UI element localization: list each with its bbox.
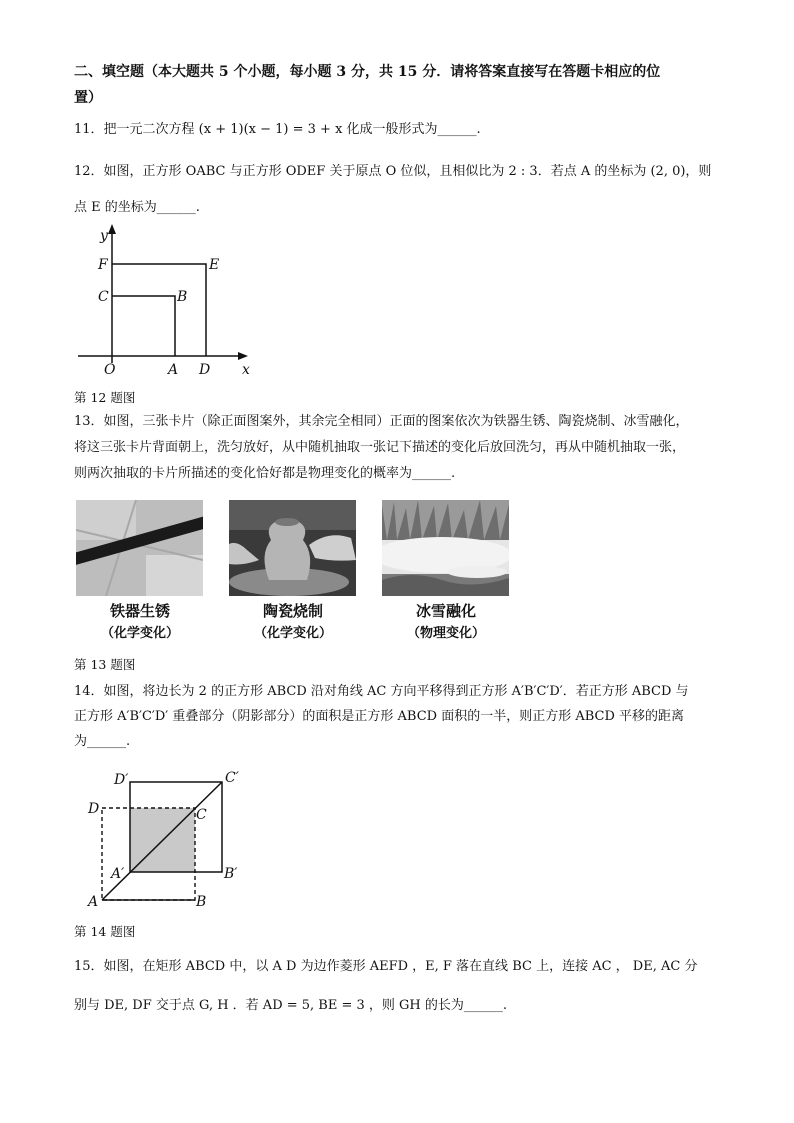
- card-name-rust: 铁器生锈: [109, 602, 170, 620]
- label-D-prime: D′: [114, 772, 129, 788]
- label-B: B: [196, 894, 207, 910]
- label-x: x: [242, 362, 250, 378]
- section-title-line1: 二、填空题（本大题共 5 个小题，每小题 3 分，共 15 分．请将答案直接写在答题卡相应的位: [74, 64, 661, 80]
- caption-12: 第 12 题图: [74, 390, 136, 405]
- label-D: D: [199, 362, 211, 378]
- card-type-pottery: （化学变化）: [253, 626, 332, 641]
- card-type-rust: （化学变化）: [100, 626, 179, 641]
- label-C-prime: C′: [225, 770, 239, 786]
- question-11: 11．把一元二次方程 (x + 1)(x − 1) = 3 + x 化成一般形式为______.: [74, 122, 481, 137]
- question-14-line3: 为______.: [74, 734, 131, 749]
- card-type-snow: （物理变化）: [406, 626, 485, 641]
- question-13-line3: 则两次抽取的卡片所描述的变化恰好都是物理变化的概率为______.: [74, 466, 456, 481]
- card-image-snow: [382, 500, 509, 596]
- caption-14: 第 14 题图: [74, 924, 136, 939]
- label-B: B: [177, 289, 188, 305]
- label-B-prime: B′: [224, 866, 238, 882]
- question-13-line2: 将这三张卡片背面朝上，洗匀放好，从中随机抽取一张记下描述的变化后放回洗匀，再从中随机抽取一张，: [74, 440, 686, 455]
- card-image-pottery: [229, 500, 356, 596]
- pottery-image-icon: [229, 500, 356, 596]
- figure-12: [74, 222, 264, 382]
- question-14-line2: 正方形 A′B′C′D′ 重叠部分（阴影部分）的面积是正方形 ABCD 面积的一半，则正方形 ABCD 平移的距离: [74, 709, 685, 724]
- caption-13: 第 13 题图: [74, 657, 136, 672]
- question-15-line1: 15．如图，在矩形 ABCD 中，以 A D 为边作菱形 AEFD ，E, F 落在直线 BC 上，连接 AC ， DE, AC 分: [74, 959, 698, 974]
- question-13-line1: 13．如图，三张卡片（除正面图案外，其余完全相同）正面的图案依次为铁器生锈、陶瓷烧制、冰雪融化，: [74, 414, 689, 429]
- label-E: E: [209, 257, 220, 273]
- label-O: O: [104, 362, 116, 378]
- card-image-rust: [76, 500, 203, 596]
- figure-14: [74, 760, 264, 915]
- label-C: C: [98, 289, 109, 305]
- question-15-line2: 别与 DE, DF 交于点 G, H ．若 AD = 5, BE = 3 ，则 GH 的长为______.: [74, 998, 508, 1013]
- label-A: A: [88, 894, 99, 910]
- question-14-line1: 14．如图，将边长为 2 的正方形 ABCD 沿对角线 AC 方向平移得到正方形 A′B′C′D′．若正方形 ABCD 与: [74, 684, 689, 699]
- label-D: D: [88, 801, 100, 817]
- label-C: C: [196, 807, 207, 823]
- card-name-snow: 冰雪融化: [415, 602, 476, 620]
- label-A-prime: A′: [111, 866, 125, 882]
- label-F: F: [98, 257, 108, 273]
- rust-image-icon: [76, 500, 203, 596]
- card-name-pottery: 陶瓷烧制: [262, 602, 323, 620]
- label-A: A: [168, 362, 179, 378]
- label-y: y: [100, 228, 108, 244]
- section-title-line2: 置）: [74, 90, 102, 106]
- snow-image-icon: [382, 500, 509, 596]
- question-12-line1: 12．如图，正方形 OABC 与正方形 ODEF 关于原点 O 位似，且相似比为 2 : 3．若点 A 的坐标为 (2, 0)，则: [74, 164, 712, 179]
- question-12-line2: 点 E 的坐标为______.: [74, 200, 200, 215]
